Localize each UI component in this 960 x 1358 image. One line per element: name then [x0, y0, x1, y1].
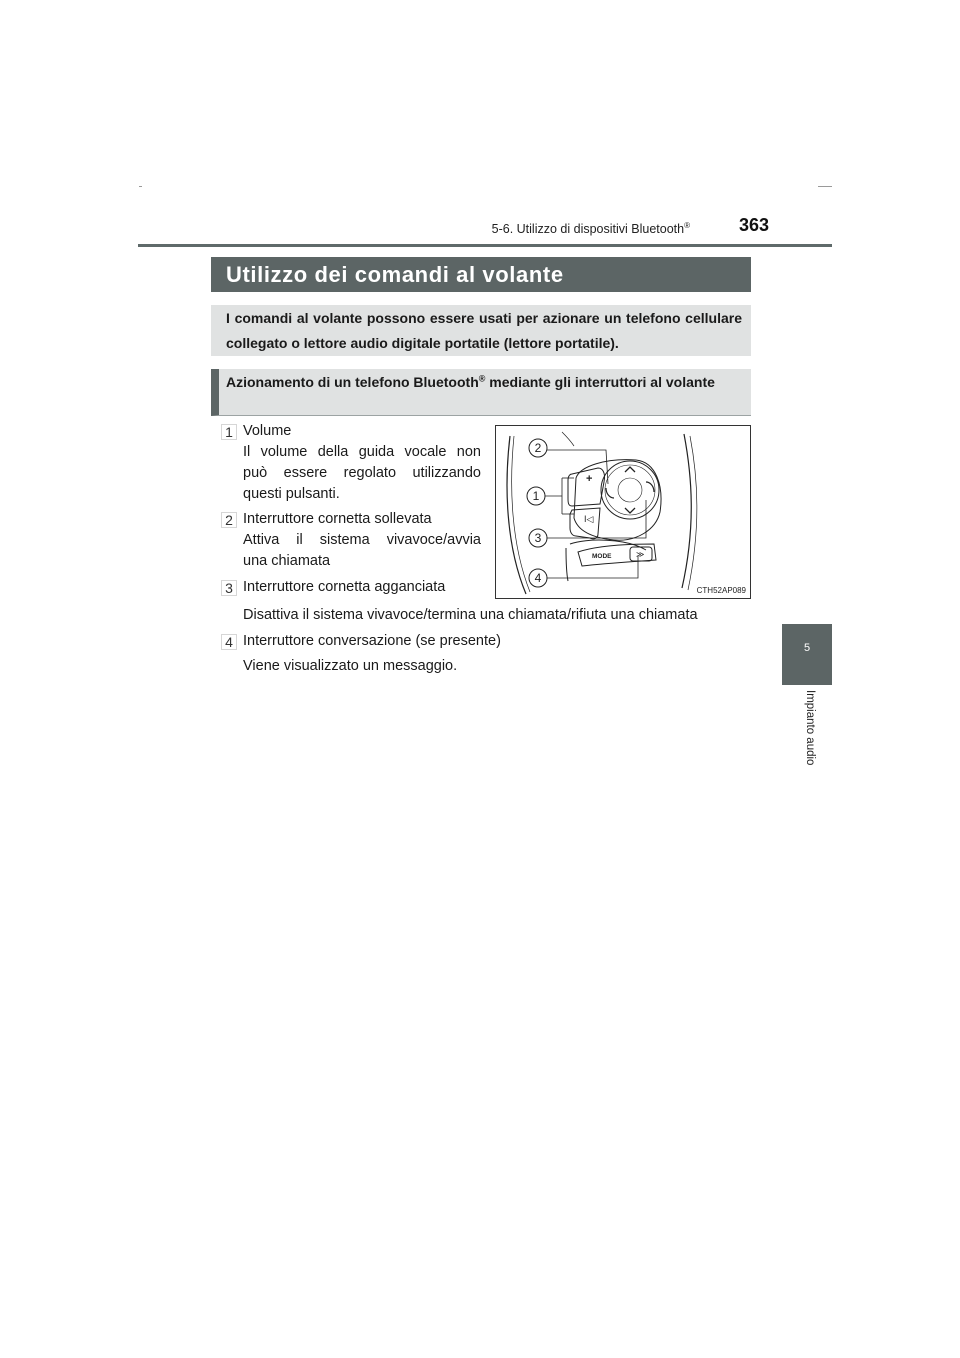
chapter-number: 5 — [803, 642, 811, 654]
figure-code: CTH52AP089 — [696, 586, 746, 595]
item-1-desc-line1: Il volume della guida vocale non — [243, 444, 481, 460]
chapter-label: Impianto audio — [804, 690, 816, 766]
item-2-title: Interruttore cornetta sollevata — [243, 511, 432, 527]
callout-1: 1 — [532, 489, 540, 503]
crop-mark-right — [818, 186, 832, 187]
item-2-desc-line1: Attiva il sistema vivavoce/avvia — [243, 532, 481, 548]
callout-2: 2 — [534, 441, 542, 455]
item-4-title: Interruttore conversazione (se presente) — [243, 633, 501, 649]
callout-4: 4 — [534, 571, 542, 585]
intro-text: I comandi al volante possono essere usati per azionare un telefono cellulare collegato o lettore audio digitale portatile (lettore portatile). — [211, 305, 751, 356]
chapter-tab — [782, 624, 832, 685]
item-1-title: Volume — [243, 423, 292, 439]
section-title: 5-6. Utilizzo di dispositivi Bluetooth® — [491, 221, 690, 237]
svg-text:≫: ≫ — [636, 550, 645, 559]
item-3-title: Interruttore cornetta agganciata — [243, 579, 446, 595]
item-2-desc-line2: una chiamata — [243, 553, 331, 569]
callout-3: 3 — [534, 531, 542, 545]
item-1-desc-line3: questi pulsanti. — [243, 486, 340, 502]
item-marker-4: 4 — [221, 634, 237, 650]
sub-heading: Azionamento di un telefono Bluetooth® mediante gli interruttori al volante — [211, 369, 751, 416]
svg-text:+: + — [586, 473, 593, 485]
item-4-desc: Viene visualizzato un messaggio. — [243, 658, 458, 674]
mode-label: MODE — [592, 553, 612, 560]
item-marker-3: 3 — [221, 580, 237, 596]
page-title: Utilizzo dei comandi al volante — [211, 257, 751, 292]
item-1-desc-line2: può essere regolato utilizzando — [243, 465, 481, 481]
steering-wheel-figure — [495, 425, 751, 599]
steering-wheel-illustration — [496, 426, 750, 598]
page-number: 363 — [739, 215, 770, 235]
crop-mark-left — [139, 186, 142, 187]
header-rule — [138, 244, 832, 247]
item-marker-1: 1 — [221, 424, 237, 440]
item-3-desc: Disattiva il sistema vivavoce/termina una chiamata/rifiuta una chiamata — [243, 607, 698, 623]
svg-text:I◁: I◁ — [584, 514, 594, 524]
item-marker-2: 2 — [221, 512, 237, 528]
